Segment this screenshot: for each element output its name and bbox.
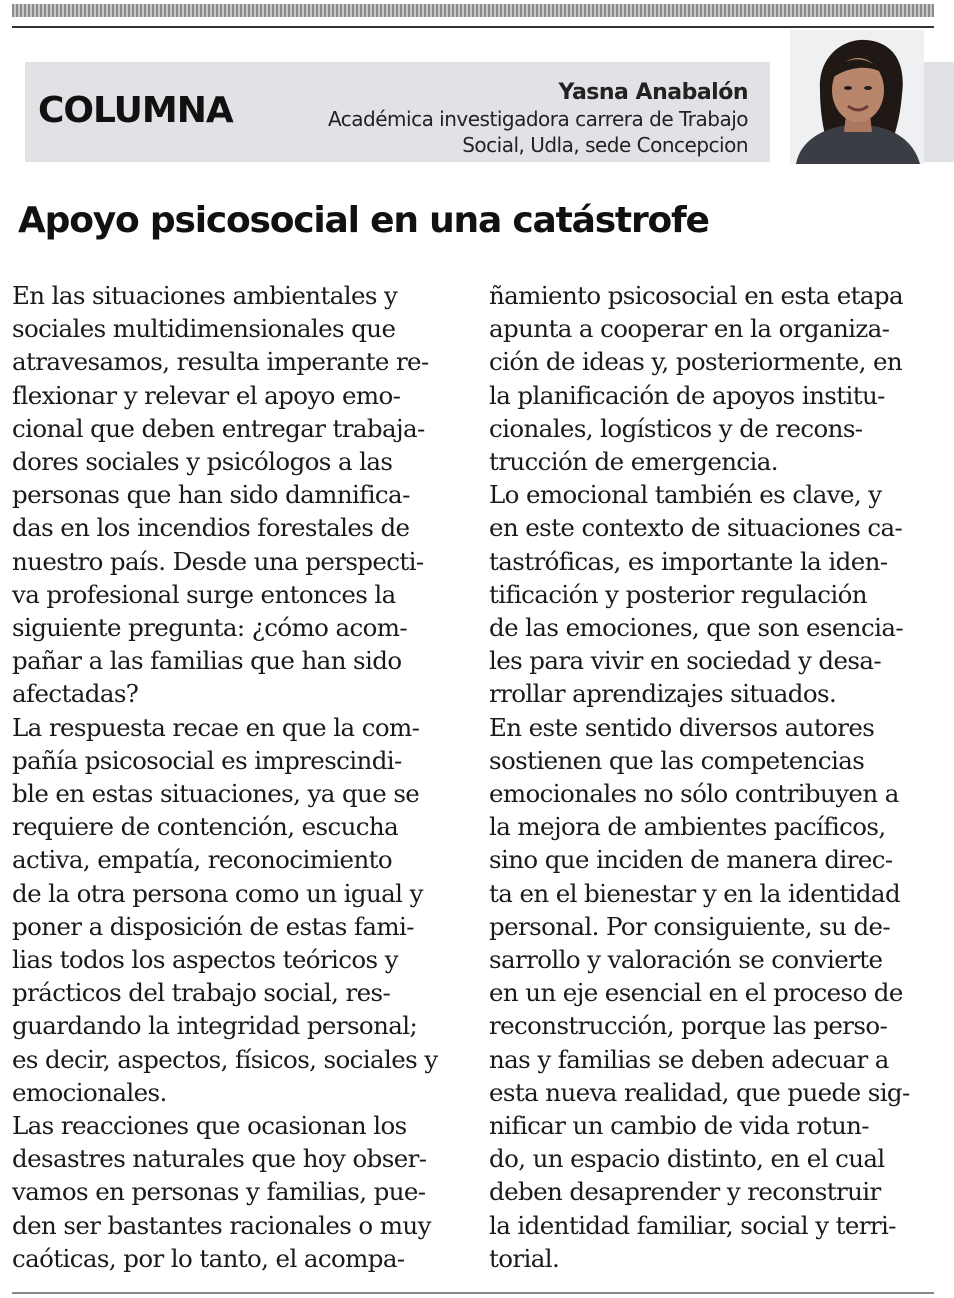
header-divider: [12, 26, 934, 28]
bottom-rule: [12, 1292, 934, 1294]
author-role-line-1: Académica investigadora carrera de Trabajo: [327, 107, 748, 131]
article-headline: Apoyo psicosocial en una catástrofe: [18, 200, 709, 241]
top-decorative-rule: [12, 4, 934, 17]
author-role-line-2: Social, Udla, sede Concepcion: [462, 133, 748, 157]
article-column-right: [489, 279, 934, 1275]
column-header-band-edge: [924, 62, 954, 162]
section-kicker: COLUMNA: [38, 90, 233, 131]
article-paragraph: En las situaciones ambientales y sociales multidimensionales que atravesamos, resulta imperante re- flexionar y relevar el apoyo emo- cional que deben entregar trabaja- dores sociales y psicólogos a las personas que han sido damnifica- das en los incendios forestales de nuestro país. Desde una perspecti- va profesional surge entonces la siguiente pregunta: ¿cómo acom- pañar a las familias que han sido afectadas?: [12, 281, 429, 709]
article-paragraph: La respuesta recae en que la com- pañía psicosocial es imprescindi- ble en estas situaciones, ya que se requiere de contención, escucha activa, empatía, reconocimiento de la otra persona como un igual y poner a disposición de estas fami- lias todos los aspectos teóricos y prácticos del trabajo social, res- guardando la integridad personal; es decir, aspectos, físicos, sociales y emocionales.: [12, 712, 438, 1107]
article-paragraph: Lo emocional también es clave, y en este contexto de situaciones ca- tastróficas, es importante la iden- tificación y posterior regulación de las emociones, que son esencia- les para vivir en sociedad y desa- rrollar aprendizajes situados.: [489, 480, 904, 709]
article-paragraph: ñamiento psicosocial en esta etapa apunta a cooperar en la organiza- ción de ideas y, posteriormente, en la planificación de apoyos institu- cionales, logísticos y de recons- trucción de emergencia.: [489, 281, 904, 477]
article-paragraph: En este sentido diversos autores sostienen que las competencias emocionales no sólo contribuyen a la mejora de ambientes pacíficos, sino que inciden de manera direc- ta en el bienestar y en la identidad personal. Por consiguiente, su de- sarrollo y valoración se convierte en un eje esencial en el proceso de reconstrucción, porque las perso- nas y familias se deben adecuar a esta nueva realidad, que puede sig- nificar un cambio de vida rotun- do, un espacio distinto, en el cual deben desaprender y reconstruir la identidad familiar, social y terri- torial.: [489, 712, 910, 1273]
article-column-left: [12, 279, 457, 1275]
author-byline: [328, 80, 748, 158]
article-paragraph: Las reacciones que ocasionan los desastres naturales que hoy obser- vamos en personas y familias, pue- den ser bastantes racionales o muy caóticas, por lo tanto, el acompa-: [12, 1111, 431, 1273]
author-name: Yasna Anabalón: [558, 80, 748, 105]
author-photo: [790, 30, 924, 164]
